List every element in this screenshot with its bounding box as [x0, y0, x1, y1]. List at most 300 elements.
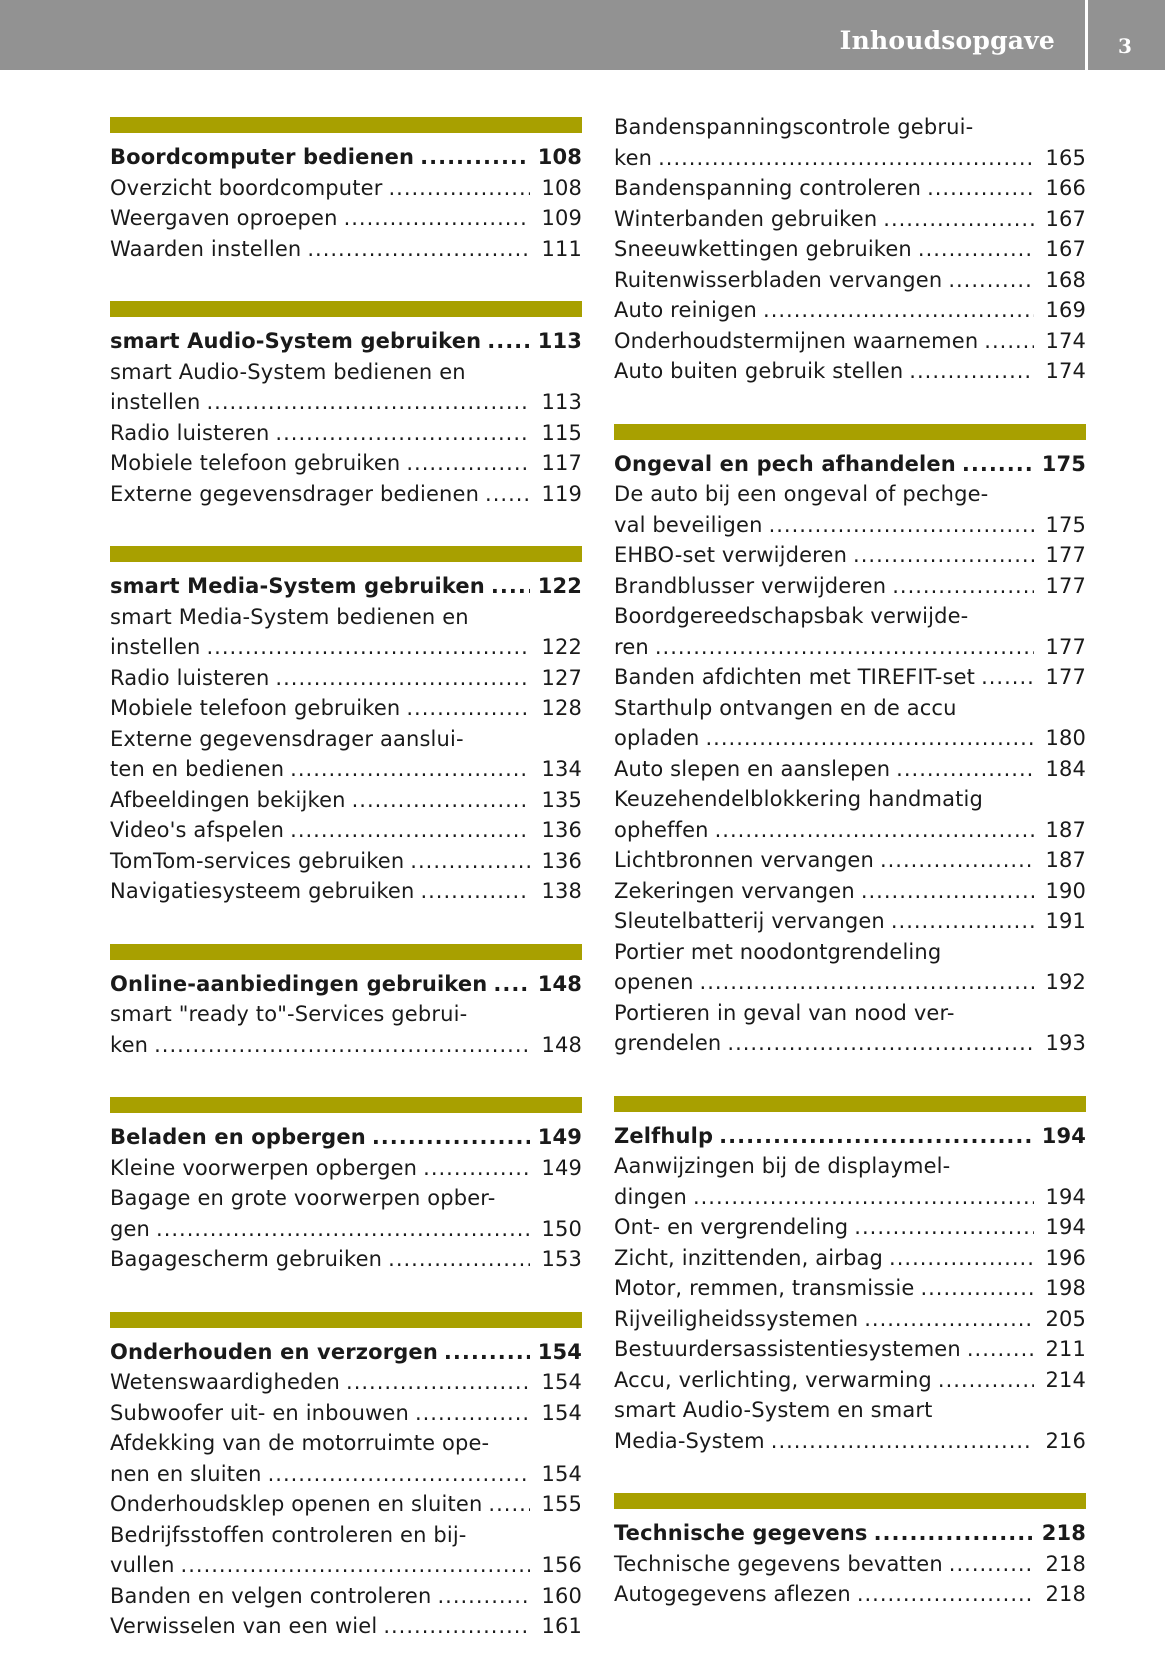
toc-entry-label: De auto bij een ongeval of pechge-	[614, 482, 989, 506]
toc-entry[interactable]	[110, 1367, 582, 1398]
dot-leader	[388, 1244, 530, 1275]
toc-entry-label: instellen	[110, 390, 201, 414]
dot-leader	[864, 1304, 1034, 1335]
dot-leader	[938, 1365, 1034, 1396]
dot-leader	[981, 662, 1034, 693]
toc-entry-label: Autogegevens aflezen	[614, 1582, 851, 1606]
dot-leader	[892, 571, 1034, 602]
toc-entry[interactable]	[614, 693, 1086, 754]
toc-entry-line	[110, 418, 582, 449]
toc-entry-line	[614, 540, 1086, 571]
dot-leader	[493, 969, 530, 1000]
toc-entry-label: Navigatiesysteem gebruiken	[110, 879, 415, 903]
dot-leader	[207, 632, 531, 663]
toc-entry[interactable]	[110, 234, 582, 265]
toc-page-number: 191	[1045, 909, 1086, 933]
toc-entry-line	[614, 906, 1086, 937]
header-divider	[1085, 0, 1088, 70]
toc-section-heading[interactable]	[614, 449, 1086, 480]
toc-entry-label: vullen	[110, 1553, 175, 1577]
toc-entry-label: nen en sluiten	[110, 1461, 262, 1486]
dot-leader	[771, 1426, 1034, 1457]
dot-leader	[962, 449, 1034, 480]
toc-entry-line	[614, 1334, 1086, 1365]
dot-leader	[290, 815, 530, 846]
dot-leader	[406, 448, 530, 479]
toc-entry-label: Afdekking van de motorruimte ope-	[110, 1431, 490, 1455]
toc-entry[interactable]	[110, 418, 582, 449]
toc-section	[110, 907, 582, 1061]
dot-leader	[658, 143, 1034, 174]
dot-leader	[967, 1334, 1034, 1365]
toc-entry-label: Banden en velgen controleren	[110, 1583, 432, 1608]
toc-page-number: 148	[541, 1032, 582, 1057]
toc-entry-line	[614, 815, 1086, 846]
toc-entry[interactable]	[614, 1334, 1086, 1365]
toc-entry-label: Mobiele telefoon gebruiken	[110, 696, 401, 720]
toc-entry-label: Radio luisteren	[110, 665, 270, 690]
toc-page-number: 214	[1045, 1367, 1086, 1392]
toc-entry-line	[110, 203, 582, 234]
toc-page-number: 136	[541, 848, 582, 873]
toc-entry-line	[110, 1611, 582, 1642]
dot-leader	[420, 142, 530, 173]
toc-entry[interactable]	[110, 999, 582, 1060]
toc-entry-label: Sleutelbatterij vervangen	[614, 909, 885, 933]
toc-entry-label: Portieren in geval van nood ver-	[614, 1000, 955, 1025]
toc-entry-label: Afbeeldingen bekijken	[110, 787, 346, 812]
toc-page-number: 154	[541, 1370, 582, 1394]
toc-entry-line	[110, 1489, 582, 1520]
section-gap	[614, 1456, 1086, 1493]
toc-entry[interactable]	[614, 876, 1086, 907]
dot-leader	[346, 1367, 530, 1398]
toc-entry-label: Weergaven oproepen	[110, 206, 338, 230]
section-gap	[614, 387, 1086, 424]
toc-page-number: 115	[541, 420, 582, 445]
toc-entry-label: ren	[614, 634, 649, 659]
toc-entry[interactable]	[110, 785, 582, 816]
toc-entry-label: Bandenspanning controleren	[614, 176, 922, 200]
toc-entry-label: Winterbanden gebruiken	[614, 206, 878, 231]
toc-entry-line	[614, 632, 1086, 663]
dot-leader	[769, 510, 1034, 541]
toc-entry-line	[614, 1243, 1086, 1274]
toc-section	[110, 1060, 582, 1275]
toc-entry[interactable]	[110, 1428, 582, 1489]
toc-page-number: 117	[541, 451, 582, 475]
toc-entry[interactable]	[110, 1183, 582, 1244]
toc-entry-line	[614, 1579, 1086, 1610]
dot-leader	[763, 295, 1034, 326]
toc-entry-label: Zekeringen vervangen	[614, 878, 855, 903]
toc-section	[614, 1456, 1086, 1610]
toc-entry[interactable]	[614, 1395, 1086, 1456]
toc-entry[interactable]	[110, 815, 582, 846]
dot-leader	[410, 846, 530, 877]
toc-section-heading[interactable]	[110, 1122, 582, 1153]
toc-page-number: 135	[541, 787, 582, 812]
toc-entry[interactable]	[110, 448, 582, 479]
toc-page-number: 160	[541, 1583, 582, 1608]
toc-entry[interactable]	[614, 784, 1086, 845]
toc-entry-line	[614, 356, 1086, 387]
toc-entry-line	[614, 1365, 1086, 1396]
section-gap	[614, 1059, 1086, 1096]
toc-entry-label: Motor, remmen, transmissie	[614, 1276, 915, 1300]
dot-leader	[891, 906, 1034, 937]
dot-leader	[154, 1030, 530, 1061]
toc-entry[interactable]	[110, 693, 582, 724]
dot-leader	[420, 876, 530, 907]
toc-entry[interactable]	[614, 662, 1086, 693]
toc-entry[interactable]	[614, 1212, 1086, 1243]
section-gap	[110, 264, 582, 301]
toc-entry-label: dingen	[614, 1184, 687, 1209]
dot-leader	[383, 1611, 530, 1642]
dot-leader	[874, 1518, 1034, 1549]
dot-leader	[415, 1398, 530, 1429]
toc-entry[interactable]	[614, 845, 1086, 876]
toc-entry[interactable]	[110, 1581, 582, 1612]
toc-page-number: 180	[1045, 726, 1086, 750]
toc-entry-line	[110, 1244, 582, 1275]
toc-left-column	[110, 117, 582, 1642]
toc-entry-label: gen	[110, 1216, 151, 1241]
toc-entry[interactable]	[110, 1520, 582, 1581]
dot-leader	[275, 418, 530, 449]
toc-entry[interactable]	[614, 937, 1086, 998]
section-divider-bar	[110, 546, 582, 562]
toc-section-heading[interactable]	[110, 142, 582, 173]
dot-leader	[352, 785, 530, 816]
dot-leader	[984, 326, 1034, 357]
toc-entry-line	[614, 571, 1086, 602]
toc-section	[614, 387, 1086, 1059]
toc-page-number: 194	[1045, 1184, 1086, 1209]
section-divider-bar	[614, 424, 1086, 440]
toc-entry[interactable]	[110, 1398, 582, 1429]
toc-entry-line	[614, 143, 1086, 174]
toc-page-number: 165	[1045, 145, 1086, 170]
dot-leader	[861, 876, 1034, 907]
toc-page-number: 156	[541, 1553, 582, 1577]
toc-page-number: 177	[1045, 543, 1086, 567]
toc-entry-label: Bedrijfsstoffen controleren en bij-	[110, 1522, 467, 1547]
toc-entry-line	[614, 1273, 1086, 1304]
dot-leader	[909, 356, 1034, 387]
toc-entry[interactable]	[110, 357, 582, 418]
toc-entry[interactable]	[614, 1304, 1086, 1335]
toc-page-number: 218	[1045, 1582, 1086, 1606]
toc-entry[interactable]	[110, 479, 582, 510]
dot-leader	[727, 1028, 1034, 1059]
toc-page-number: 192	[1045, 970, 1086, 994]
toc-page-number: 169	[1045, 298, 1086, 322]
dot-leader	[857, 1579, 1034, 1610]
toc-entry-line	[110, 663, 582, 694]
toc-entry-label: Banden afdichten met TIREFIT-set	[614, 665, 976, 689]
toc-entry[interactable]	[614, 112, 1086, 173]
toc-entry[interactable]	[110, 173, 582, 204]
toc-entry-label: Boordgereedschapsbak verwijde-	[614, 604, 969, 628]
toc-entry-line	[110, 1030, 582, 1061]
toc-entry[interactable]	[614, 1273, 1086, 1304]
toc-entry-line	[614, 876, 1086, 907]
toc-entry-line	[110, 1581, 582, 1612]
toc-page-number: 150	[541, 1216, 582, 1241]
toc-page-number: 122	[537, 574, 582, 598]
dot-leader	[487, 326, 530, 357]
toc-entry-line	[614, 1028, 1086, 1059]
toc-entry-line	[110, 571, 582, 602]
toc-page-number: 148	[537, 971, 582, 996]
toc-entry[interactable]	[110, 203, 582, 234]
toc-entry-line	[614, 449, 1086, 480]
toc-entry-label: Technische gegevens	[614, 1521, 868, 1545]
toc-entry-line	[614, 723, 1086, 754]
dot-leader	[344, 203, 530, 234]
toc-entry-line	[110, 1337, 582, 1368]
toc-entry-label: Externe gegevensdrager bedienen	[110, 481, 480, 506]
toc-entry-label: Externe gegevensdrager aanslui-	[110, 726, 464, 751]
toc-page-number: 154	[537, 1339, 582, 1364]
toc-entry-line	[110, 448, 582, 479]
section-divider-bar	[110, 117, 582, 133]
toc-entry-line	[110, 754, 582, 785]
toc-page-number: 193	[1045, 1031, 1086, 1055]
toc-entry[interactable]	[614, 265, 1086, 296]
toc-entry-line	[614, 662, 1086, 693]
dot-leader	[948, 265, 1034, 296]
toc-page-number: 128	[541, 696, 582, 720]
toc-entry-label: Lichtbronnen vervangen	[614, 848, 874, 872]
toc-entry[interactable]	[614, 540, 1086, 571]
toc-entry[interactable]	[110, 876, 582, 907]
toc-entry-label: Zicht, inzittenden, airbag	[614, 1245, 884, 1270]
toc-entry-label: Verwisselen van een wiel	[110, 1614, 378, 1638]
dot-leader	[719, 1121, 1034, 1152]
toc-section-heading[interactable]	[110, 326, 582, 357]
toc-section	[614, 1059, 1086, 1457]
toc-entry[interactable]	[110, 663, 582, 694]
toc-entry-label: smart Audio-System bedienen en	[110, 359, 466, 384]
section-gap	[110, 1060, 582, 1097]
toc-entry[interactable]	[614, 571, 1086, 602]
dot-leader	[700, 967, 1034, 998]
toc-entry[interactable]	[614, 204, 1086, 235]
dot-leader	[949, 1549, 1034, 1580]
toc-entry[interactable]	[614, 906, 1086, 937]
toc-page-number: 108	[541, 175, 582, 200]
dot-leader	[307, 234, 530, 265]
toc-entry-label: smart Audio-System gebruiken	[110, 329, 482, 353]
toc-entry[interactable]	[110, 846, 582, 877]
section-divider-bar	[614, 1493, 1086, 1509]
dot-leader	[388, 173, 530, 204]
toc-entry-label: Boordcomputer bedienen	[110, 145, 415, 169]
toc-entry[interactable]	[614, 1243, 1086, 1274]
dot-leader	[423, 1153, 530, 1184]
toc-entry-label: Overzicht boordcomputer	[110, 175, 383, 200]
toc-entry-label: Online-aanbiedingen gebruiken	[110, 971, 488, 996]
toc-page-number: 187	[1045, 817, 1086, 842]
dot-leader	[880, 845, 1034, 876]
dot-leader	[853, 540, 1034, 571]
toc-entry-line	[110, 969, 582, 1000]
section-divider-bar	[614, 1096, 1086, 1112]
toc-entry-line	[110, 173, 582, 204]
toc-entry-line	[614, 967, 1086, 998]
toc-entry-line	[110, 693, 582, 724]
toc-entry-line	[614, 1182, 1086, 1213]
toc-page-number: 122	[541, 635, 582, 659]
toc-page-number: 168	[1045, 267, 1086, 292]
toc-section	[614, 112, 1086, 387]
toc-entry[interactable]	[614, 234, 1086, 265]
toc-entry-label: Auto reinigen	[614, 298, 758, 322]
toc-entry-line	[614, 265, 1086, 296]
toc-entry-label: Onderhoudstermijnen waarnemen	[614, 328, 979, 353]
dot-leader	[655, 632, 1034, 663]
toc-page-number: 174	[1045, 359, 1086, 383]
toc-entry-label: Ruitenwisserbladen vervangen	[614, 267, 943, 292]
dot-leader	[290, 754, 530, 785]
toc-entry-line	[614, 1121, 1086, 1152]
dot-leader	[181, 1550, 530, 1581]
dot-leader	[920, 1273, 1034, 1304]
toc-page-number: 216	[1045, 1428, 1086, 1453]
toc-page-number: 166	[1045, 176, 1086, 200]
toc-entry-label: Zelfhulp	[614, 1123, 714, 1148]
toc-entry-label: Bagagescherm gebruiken	[110, 1247, 383, 1271]
toc-entry[interactable]	[614, 998, 1086, 1059]
toc-entry[interactable]	[110, 602, 582, 663]
toc-entry-label: Kleine voorwerpen opbergen	[110, 1155, 418, 1180]
toc-entry[interactable]	[614, 1151, 1086, 1212]
toc-page-number: 153	[541, 1247, 582, 1271]
toc-page-number: 218	[1045, 1551, 1086, 1576]
section-gap	[110, 509, 582, 546]
toc-page-number: 218	[1041, 1521, 1086, 1545]
toc-section	[110, 264, 582, 509]
toc-entry[interactable]	[614, 1365, 1086, 1396]
toc-entry[interactable]	[614, 754, 1086, 785]
toc-page-number: 167	[1045, 206, 1086, 231]
toc-entry-line	[110, 1122, 582, 1153]
toc-entry-line	[110, 1153, 582, 1184]
toc-entry-label: opladen	[614, 726, 700, 750]
toc-page-number: 149	[537, 1125, 582, 1149]
toc-entry[interactable]	[614, 173, 1086, 204]
toc-entry[interactable]	[614, 1579, 1086, 1610]
toc-entry-label: Mobiele telefoon gebruiken	[110, 451, 401, 475]
dot-leader	[488, 1489, 530, 1520]
toc-entry-line	[110, 876, 582, 907]
dot-leader	[927, 173, 1034, 204]
toc-page-number: 149	[541, 1155, 582, 1180]
toc-entry-line	[110, 234, 582, 265]
toc-entry[interactable]	[614, 479, 1086, 540]
toc-entry[interactable]	[614, 326, 1086, 357]
toc-entry-line	[614, 234, 1086, 265]
toc-entry-line	[614, 1304, 1086, 1335]
toc-entry-line	[614, 204, 1086, 235]
dot-leader	[715, 815, 1034, 846]
toc-entry[interactable]	[614, 601, 1086, 662]
toc-entry-line	[614, 1212, 1086, 1243]
toc-entry-label: Sneeuwkettingen gebruiken	[614, 237, 912, 261]
toc-entry-line	[110, 1367, 582, 1398]
toc-page-number: 205	[1045, 1306, 1086, 1331]
toc-page-number: 127	[541, 665, 582, 690]
toc-section-heading[interactable]	[110, 571, 582, 602]
toc-entry-line	[110, 1398, 582, 1429]
toc-entry-label: Onderhouden en verzorgen	[110, 1339, 438, 1364]
toc-entry-line	[614, 295, 1086, 326]
toc-entry-label: Aanwijzingen bij de displaymel-	[614, 1154, 951, 1178]
toc-entry-label: Subwoofer uit- en inbouwen	[110, 1400, 409, 1425]
toc-entry[interactable]	[110, 1244, 582, 1275]
toc-page-number: 113	[541, 390, 582, 414]
toc-page-number: 198	[1045, 1276, 1086, 1300]
toc-entry-label: Brandblusser verwijderen	[614, 573, 887, 598]
dot-leader	[854, 1212, 1034, 1243]
toc-entry-label: Bandenspanningscontrole gebrui-	[614, 115, 974, 139]
toc-entry-line	[110, 785, 582, 816]
toc-page-number: 109	[541, 206, 582, 230]
toc-entry[interactable]	[110, 1153, 582, 1184]
toc-entry-label: Keuzehendelblokkering handmatig	[614, 787, 984, 811]
toc-section-heading[interactable]	[110, 969, 582, 1000]
page-header	[0, 0, 1165, 70]
toc-entry-label: Ongeval en pech afhandelen	[614, 451, 956, 476]
toc-entry-label: Radio luisteren	[110, 420, 270, 445]
toc-entry-line	[614, 326, 1086, 357]
toc-entry[interactable]	[110, 724, 582, 785]
toc-page-number: 161	[541, 1614, 582, 1638]
toc-entry[interactable]	[110, 1489, 582, 1520]
toc-entry-label: Media-System	[614, 1428, 765, 1453]
toc-entry-line	[614, 510, 1086, 541]
toc-entry[interactable]	[110, 1611, 582, 1642]
toc-entry-line	[614, 1549, 1086, 1580]
toc-section-heading[interactable]	[110, 1337, 582, 1368]
toc-section-heading[interactable]	[614, 1518, 1086, 1549]
dot-leader	[156, 1214, 530, 1245]
toc-page-number: 111	[541, 236, 582, 261]
toc-page-number: 177	[1045, 634, 1086, 659]
toc-page-number: 136	[541, 818, 582, 842]
toc-entry-label: smart Audio-System en smart	[614, 1398, 933, 1422]
toc-entry-label: Rijveiligheidssystemen	[614, 1306, 859, 1331]
toc-entry-line	[614, 1518, 1086, 1549]
dot-leader	[268, 1459, 530, 1490]
toc-entry[interactable]	[614, 1549, 1086, 1580]
toc-page-number: 154	[541, 1461, 582, 1486]
toc-entry[interactable]	[614, 295, 1086, 326]
toc-section-heading[interactable]	[614, 1121, 1086, 1152]
toc-entry[interactable]	[614, 356, 1086, 387]
toc-entry-line	[110, 815, 582, 846]
toc-entry-label: ken	[614, 145, 653, 170]
toc-entry-label: ken	[110, 1032, 149, 1057]
toc-page-number: 187	[1045, 848, 1086, 872]
dot-leader	[406, 693, 530, 724]
dot-leader	[889, 1243, 1034, 1274]
section-gap	[110, 907, 582, 944]
dot-leader	[491, 571, 530, 602]
